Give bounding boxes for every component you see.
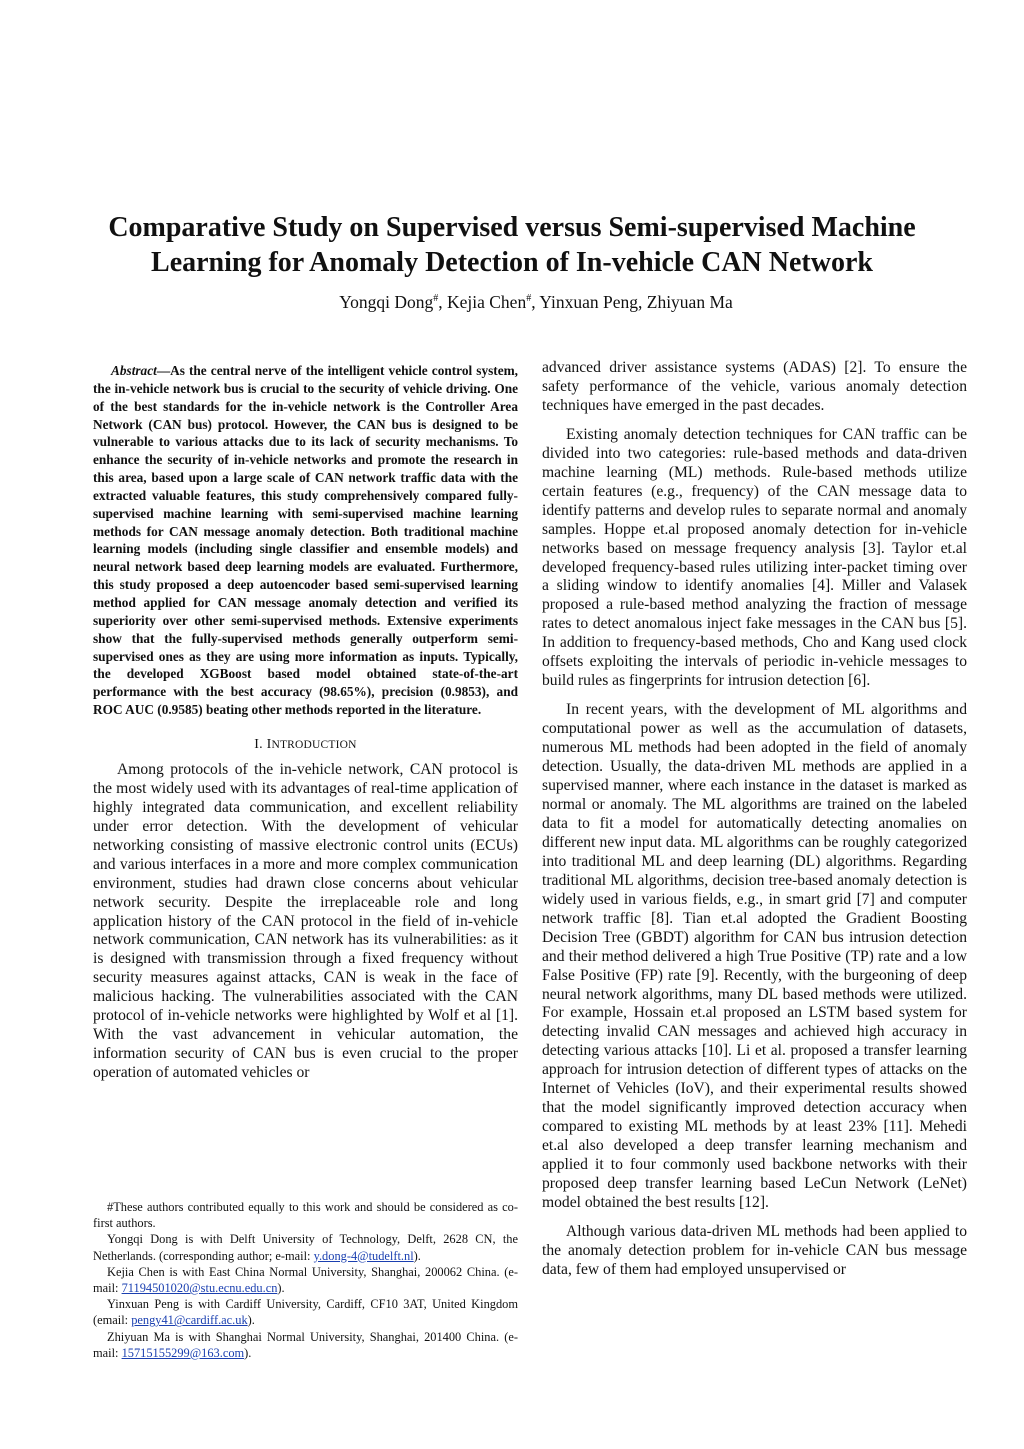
footnote-affiliation: Yongqi Dong is with Delft University of Technology, Delft, 2628 CN, the Netherlands. (corresponding author; e-mail: y.dong-4@tudelft.nl). [93,1232,518,1263]
intro-paragraph-2: Existing anomaly detection techniques for CAN traffic can be divided into two categories: rule-based methods and data-driven machine learning (ML) methods. Rule-based methods utilize certain features (e.g., frequency) of the CAN message data to identify patterns and develop rules to separate normal and anomaly samples. Hoppe et.al proposed anomaly detection for in-vehicle networks based on message frequency analysis [3]. Taylor et.al developed frequency-based rules utilizing inter-packet timing over a sliding window to identify anomalies [4]. Miller and Valasek proposed a rule-based method analyzing the fraction of message rates to detect anomalous inject fake messages in the CAN bus [5]. In addition to frequency-based methods, Cho and Kang used clock offsets exploiting the intervals of periodic in-vehicle messages to build rules as fingerprints for intrusion detection [6]. [542,425,967,690]
co-first-mark: # [526,293,532,305]
section-title-rest: NTRODUCTION [271,738,357,751]
right-column [542,359,967,1280]
paper-title: Comparative Study on Supervised versus Semi-supervised Machine Learning for Anomaly Detection of In-vehicle CAN Network [108,212,916,278]
abstract-dash: — [156,363,171,378]
abstract-text: As the central nerve of the intelligent vehicle control system, the in-vehicle network bus is crucial to the security of vehicle driving. One of the best standards for the in-vehicle network is the Controller Area Network (CAN bus) protocol. However, the CAN bus is designed to be vulnerable to various attacks due to its lack of security mechanisms. To enhance the security of in-vehicle networks and promote the research in this area, based upon a large scale of CAN network traffic data with the extracted valuable features, this study comprehensively compared fully-supervised machine learning with semi-supervised machine learning methods for CAN message anomaly detection. Both traditional machine learning models (including single classifier and ensemble models) and neural network based deep learning models are evaluated. Furthermore, this study proposed a deep autoencoder based semi-supervised learning method applied for CAN message anomaly detection and verified its superiority over other semi-supervised methods. Extensive experiments show that the fully-supervised methods generally outperform semi-supervised ones as they are using more information as inputs. Typically, the developed XGBoost based model obtained state-of-the-art performance with the best accuracy (98.65%), precision (0.9853), and ROC AUC (0.9585) beating other methods reported in the literature. [93,363,518,718]
abstract-label: Abstract [111,363,157,378]
abstract [93,362,518,719]
section-heading-introduction [93,737,518,753]
section-number: I. [254,736,263,752]
author-1: Yongqi Dong [339,292,434,312]
author-2: Kejia Chen [446,292,527,312]
footnote-affiliation: Yinxuan Peng is with Cardiff University, Cardiff, CF10 3AT, United Kingdom (email: pengy41@cardiff.ac.uk). [93,1297,518,1328]
intro-paragraph-4: Although various data-driven ML methods had been applied to the anomaly detection problem for in-vehicle CAN bus message data, few of them had employed unsupervised or [542,1222,967,1278]
email-link[interactable]: 15715155299@163.com [121,1345,245,1360]
author-list: Yongqi Dong#, Kejia Chen#, Yinxuan Peng, Zhiyuan Ma [339,292,733,312]
author-4: Zhiyuan Ma [646,292,733,312]
intro-paragraph-3: In recent years, with the development of ML algorithms and computational power as well as the accumulation of datasets, numerous ML methods had been adopted in the field of anomaly detection. Usually, the data-driven ML methods are applied in a supervised manner, where each instance in the dataset is marked as normal or anomaly. The ML algorithms are trained on the labeled data to fit a model for automatically detecting anomalies on different new input data. ML algorithms can be roughly categorized into traditional ML and deep learning (DL) algorithms. Regarding traditional ML algorithms, decision tree-based anomaly detection is widely used in various fields, e.g., in smart grid [7] and computer network traffic [8]. Tian et.al adopted the Gradient Boosting Decision Tree (GBDT) algorithm for CAN bus intrusion detection and their method delivered a high True Positive (TP) rate and a low False Positive (FP) rate [9]. Recently, with the burgeoning of deep neural network algorithms, many DL based methods were utilized. For example, Hossain et.al proposed an LSTM based system for detecting invalid CAN messages and achieved high accuracy in detecting various attacks [10]. Li et al. proposed a transfer learning approach for intrusion detection of different types of attacks on the Internet of Vehicles (IoV), and their experimental results showed that the model significantly improved detection accuracy when compared to existing ML methods by at least 23% [11]. Mehedi et.al also developed a deep transfer learning mechanism and applied it to four commonly used backbone networks with their proposed deep transfer learning based LeCun Network (LeNet) model obtained the best results [12]. [542,701,967,1211]
footnotes [93,1199,518,1361]
footnote-co-first: #These authors contributed equally to this work and should be considered as co-first authors. [93,1200,518,1231]
section-initial: I [266,736,272,752]
intro-paragraph-1: Among protocols of the in-vehicle network, CAN protocol is the most widely used with its advantages of real-time application of highly integrated data communication, and excellent reliability under error detection. With the development of vehicular networking consisting of massive electronic control units (ECUs) and various interfaces in a more and more complex communication environment, studies had drawn close concerns about vehicular network security. Despite the irreplaceable role and long application history of the CAN protocol in the field of in-vehicle network communication, CAN network has its vulnerabilities: as it is designed with transmission through a fixed frequency without security measures against attacks, CAN is weak in the face of malicious hacking. The vulnerabilities associated with the CAN protocol of in-vehicle networks were highlighted by Wolf et al [1]. With the vast advancement in vehicular automation, the information security of CAN bus is even crucial to the proper operation of automated vehicles or [93,760,518,1082]
left-column [93,362,518,1083]
author-3: Yinxuan Peng [539,292,638,312]
email-link[interactable]: 71194501020@stu.ecnu.edu.cn [121,1281,278,1296]
intro-paragraph-continued: advanced driver assistance systems (ADAS) [2]. To ensure the safety performance of the vehicle, various anomaly detection techniques have emerged in the past decades. [542,359,967,414]
email-link[interactable]: y.dong-4@tudelft.nl [313,1248,414,1263]
co-first-mark: # [433,293,439,305]
footnote-affiliation: Kejia Chen is with East China Normal University, Shanghai, 200062 China. (e-mail: 71194501020@stu.ecnu.edu.cn). [93,1264,518,1296]
email-link[interactable]: pengy41@cardiff.ac.uk [131,1313,248,1328]
footnote-affiliation: Zhiyuan Ma is with Shanghai Normal University, Shanghai, 201400 China. (e-mail: 15715155299@163.com). [93,1329,518,1360]
